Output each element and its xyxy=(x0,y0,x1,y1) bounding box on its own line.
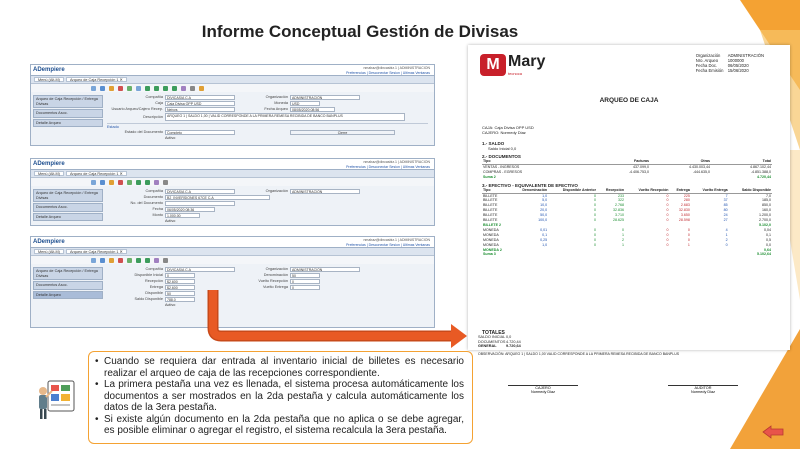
refresh-icon[interactable] xyxy=(127,86,132,91)
table-cell: 0 xyxy=(725,242,728,247)
field-label: Vuelto Recepción xyxy=(258,279,288,283)
table-cell: -444.635,0 xyxy=(692,169,710,174)
table-cell: 0 xyxy=(666,193,669,198)
meta-value: 06/05/2020 xyxy=(727,63,749,68)
field-label: Compañía xyxy=(145,189,163,193)
field-label: Disponible Inicial xyxy=(134,273,163,277)
table-cell xyxy=(625,252,669,257)
field-label: Organización xyxy=(265,267,288,271)
total-key: SALDO INICIAL xyxy=(478,335,506,339)
table-cell: 850,0 xyxy=(762,203,771,208)
table-cell: 233 xyxy=(618,193,625,198)
field-label: Monto xyxy=(152,213,163,217)
table-sum-row xyxy=(482,252,772,257)
org-field[interactable]: ADMINISTRACIÓN xyxy=(290,95,360,100)
report-observation: OBSERVACIÓN: ARQUEO 1 | SALDO 1,00 VALID CORRESPONDE A LA PRIMERA REMESA RECIBIDA DE BANCO BANPLUS xyxy=(478,351,680,356)
next-icon[interactable] xyxy=(145,258,150,263)
table-cell: Vuelto Entrega xyxy=(691,188,729,193)
table-cell: 0 xyxy=(594,242,596,247)
table-cell: 1,0 xyxy=(542,193,548,198)
refresh-icon[interactable] xyxy=(127,258,132,263)
table-cell: 27 xyxy=(723,218,728,223)
field-label: Usuario Arqueo/Cajero Recep. xyxy=(111,107,163,111)
table-cell: 0 xyxy=(594,208,596,213)
field-label: Caja xyxy=(155,101,163,105)
table-cell: Disponible Anterior xyxy=(548,188,597,193)
side-tab-arqueo[interactable]: Arqueo de Caja Recepción / Entrega Divisas xyxy=(33,267,103,280)
table-cell xyxy=(670,252,691,257)
table-cell: Tipo xyxy=(482,188,511,193)
meta-value: 15/06/2020 xyxy=(727,68,749,73)
flow-arrow-icon xyxy=(205,290,470,350)
table-cell: 0 xyxy=(666,213,669,218)
doc-number-field[interactable] xyxy=(165,201,235,206)
last-icon[interactable] xyxy=(172,86,177,91)
report-caja: CAJA: Caja Divisa OPP USD xyxy=(482,125,534,130)
currency-field[interactable]: USD xyxy=(290,101,320,106)
table-cell: -4.406.753,0 xyxy=(628,169,650,174)
total-value: 0,0 xyxy=(506,335,512,339)
table-cell: 32.830 xyxy=(678,208,690,213)
note-item: • Cuando se requiera dar entrada al inventario inicial de billetes es necesario realizar el arqueo de caja de las recepciones correspondiente. xyxy=(95,356,464,379)
field-label: Compañía xyxy=(145,95,163,99)
copy-icon[interactable] xyxy=(109,258,114,263)
adempiere-logo: ADempiere xyxy=(33,161,65,167)
company-field[interactable]: DIVICASIA C.A xyxy=(165,267,235,272)
tab-arqueo-window[interactable]: Arqueo de Caja Recepción 1 ✕ xyxy=(66,171,127,176)
field-label: Fecha xyxy=(152,207,163,211)
field-label: Descripción xyxy=(143,114,163,119)
table-cell xyxy=(597,252,625,257)
window-toolbar xyxy=(31,178,434,186)
mary-logo: M Mary tecnoca xyxy=(480,53,545,76)
user-info: nmahaz@dincasbiz.1 | ADMINISTRACION xyxy=(363,238,430,242)
user-info: nmahaz@dincasbiz.1 | ADMINISTRACION xyxy=(363,160,430,164)
table-cell: 0 xyxy=(666,218,669,223)
delete-icon[interactable] xyxy=(118,86,123,91)
table-cell: 100,0 xyxy=(538,218,548,223)
table-cell: 7,0 xyxy=(766,193,771,198)
table-cell: 0 xyxy=(594,218,596,223)
table-cell: 0 xyxy=(666,208,669,213)
table-cell: 0,1 xyxy=(542,232,548,237)
reception-change-field[interactable]: 0 xyxy=(290,279,320,284)
date-field[interactable]: 06/05/2020 08:36 xyxy=(165,207,215,212)
sig-role: AUDITOR xyxy=(694,386,712,390)
table-cell: 1 xyxy=(725,232,728,237)
table-cell: MONEDA xyxy=(483,227,499,232)
field-label: Organización xyxy=(265,189,288,193)
new-record-icon[interactable] xyxy=(91,180,96,185)
next-icon[interactable] xyxy=(145,180,150,185)
screenshot-arqueo-tab2 xyxy=(30,158,435,226)
table-cell: Entrega xyxy=(670,188,691,193)
table-cell: 225 xyxy=(683,193,690,198)
tab-arqueo-window[interactable]: Arqueo de Caja Recepción 1 ✕ xyxy=(66,249,127,254)
tab-menu[interactable]: Menú (Alt-M) xyxy=(34,77,64,82)
field-label: Documento xyxy=(143,195,163,199)
table-cell: 10,0 xyxy=(540,203,548,208)
section-documentos: 2.- DOCUMENTOS xyxy=(482,154,521,159)
adempiere-logo: ADempiere xyxy=(33,239,65,245)
header-links[interactable]: Preferencias | Desconectar Sesion | Ultimas Ventanas xyxy=(346,243,430,247)
table-cell: 5,0 xyxy=(542,198,548,203)
table-cell: 0 xyxy=(666,242,669,247)
table-cell: 0 xyxy=(594,198,596,203)
active-checkbox[interactable]: Activo xyxy=(165,219,176,223)
table-cell: Suma 3 xyxy=(483,252,496,257)
active-checkbox[interactable]: Activo xyxy=(165,136,176,140)
reception-field[interactable]: $2.600 xyxy=(165,279,195,284)
report-icon[interactable] xyxy=(154,258,159,263)
table-cell: MONEDA xyxy=(483,237,499,242)
process-icon[interactable] xyxy=(199,86,204,91)
amount-field[interactable]: 1.000,00 xyxy=(165,213,200,218)
copy-icon[interactable] xyxy=(109,86,114,91)
table-cell: 2.683 xyxy=(680,203,690,208)
table-cell: 0 xyxy=(666,237,669,242)
section-efectivo: 3.- EFECTIVO - EQUIVALENTE DE EFECTIVO xyxy=(482,182,578,188)
field-label: Vuelto Entrega xyxy=(263,285,288,289)
table-cell xyxy=(548,252,597,257)
screenshot-arqueo-tab1 xyxy=(30,64,435,146)
cashier-field[interactable]: Neivys xyxy=(165,107,235,112)
save-icon[interactable] xyxy=(100,258,105,263)
field-label: Denominación xyxy=(263,273,288,277)
table-cell: 1 xyxy=(687,242,690,247)
company-field[interactable]: DIVICASIA C.A xyxy=(165,189,235,194)
report-icon[interactable] xyxy=(181,86,186,91)
sig-name: Normedy Diaz xyxy=(690,390,716,394)
table-cell: Otras xyxy=(650,159,711,164)
slide-title: Informe Conceptual Gestión de Divisas xyxy=(201,22,519,41)
table-cell: VENTAS - INGRESOS xyxy=(483,164,520,169)
table-cell: 85 xyxy=(723,203,728,208)
table-cell: 0 xyxy=(594,203,596,208)
note-item: • Si existe algún documento en la 2da pestaña que no aplica o se debe agregar, es posible eliminar o agregar el registro, el sistema recalcula la 3era pestaña. xyxy=(95,414,464,437)
new-record-icon[interactable] xyxy=(91,258,96,263)
table-cell xyxy=(591,175,650,180)
table-cell: MONEDA xyxy=(483,232,499,237)
table-cell: 5.102,64 xyxy=(757,252,771,257)
field-label: Estado del Documento xyxy=(124,130,163,134)
saldo-inicial: Saldo Inicial 0,0 xyxy=(488,146,517,151)
balance-field[interactable]: 788,0 xyxy=(165,297,195,302)
copy-icon[interactable] xyxy=(109,180,114,185)
table-cell: 322 xyxy=(618,198,625,203)
status-group-title[interactable]: Estado xyxy=(107,124,119,129)
table-cell: 0 xyxy=(594,213,596,218)
section-saldo: 1.- SALDO xyxy=(482,141,505,146)
table-cell: -4.851.388,0 xyxy=(750,169,771,174)
notes-box xyxy=(88,351,473,444)
table-cell: 2 xyxy=(725,237,728,242)
delivery-field[interactable]: $2.600 xyxy=(165,285,195,290)
table-cell: 185,0 xyxy=(762,198,771,203)
meta-value: ADMINISTRACIÓN xyxy=(727,53,764,58)
table-cell: 160,0 xyxy=(762,208,771,213)
table-cell: 3.710 xyxy=(615,213,625,218)
table-cell: 24 xyxy=(723,213,728,218)
report-icon[interactable] xyxy=(154,180,159,185)
signature-cashier xyxy=(508,385,578,394)
doc-status-field[interactable]: Completo xyxy=(165,130,235,135)
note-item: • La primera pestaña una vez es llenada, el sistema procesa automáticamente los documentos a ser mostrados en la 2da pestaña y calcula automáticamente los datos de la 3era pestaña. xyxy=(95,379,464,414)
table-cell: 0 xyxy=(622,227,625,232)
first-icon[interactable] xyxy=(145,86,150,91)
delete-icon[interactable] xyxy=(118,258,123,263)
denomination-field[interactable]: 50 xyxy=(290,273,320,278)
org-field[interactable]: ADMINISTRACIÓN xyxy=(290,267,360,272)
total-key: GENERAL xyxy=(478,344,497,348)
brand-name: Mary xyxy=(508,53,546,70)
side-tab-documentos[interactable]: Documentos Asoc. xyxy=(33,203,103,212)
table-cell: BILLETE xyxy=(483,213,498,218)
table-cell: 280 xyxy=(683,198,690,203)
table-cell: 0,01 xyxy=(540,227,548,232)
field-label: Compañía xyxy=(145,267,163,271)
table-cell: 0 xyxy=(687,227,690,232)
field-label: Entrega xyxy=(149,285,163,289)
table-cell: 80 xyxy=(723,208,728,213)
table-cell: 0 xyxy=(666,203,669,208)
meta-key: Fecha Doc. xyxy=(695,63,718,68)
total-value: 9.720,64 xyxy=(506,344,521,348)
table-cell: BILLETE 2 xyxy=(483,222,501,227)
table-cell: Recepción xyxy=(597,188,625,193)
prev-icon[interactable] xyxy=(136,180,141,185)
table-cell: 50,0 xyxy=(540,213,548,218)
cash-field[interactable]: Caja Divisa OPP USD xyxy=(165,101,235,106)
table-cell: MONEDA 2 xyxy=(483,247,502,252)
field-label: Moneda xyxy=(274,101,288,105)
table-cell: 0,1 xyxy=(766,232,771,237)
print-icon[interactable] xyxy=(163,180,168,185)
side-tab-detalle[interactable]: Detalle Arqueo xyxy=(33,213,103,222)
table-cell: 1.200,0 xyxy=(759,213,771,218)
side-tab-documentos[interactable]: Documentos Asoc. xyxy=(33,109,103,118)
table-cell: 0 xyxy=(666,232,669,237)
table-cell: Total xyxy=(711,159,772,164)
documents-table xyxy=(482,159,772,180)
table-cell: 4 xyxy=(725,227,728,232)
print-icon[interactable] xyxy=(163,258,168,263)
total-value: 4.720,44 xyxy=(506,339,521,344)
save-icon[interactable] xyxy=(100,86,105,91)
table-cell: 1,0 xyxy=(542,242,548,247)
total-key: DOCUMENTOS xyxy=(478,339,506,344)
table-cell: 2 xyxy=(622,237,625,242)
org-field[interactable]: ADMINISTRACIÓN xyxy=(290,189,360,194)
table-cell: 0 xyxy=(687,232,690,237)
table-cell: 4.720,44 xyxy=(757,174,771,179)
field-label: Organización xyxy=(265,95,288,99)
field-label: Recepción xyxy=(145,279,163,283)
company-field[interactable]: DIVICASIA C.A xyxy=(165,95,235,100)
table-cell: 2.768 xyxy=(615,203,625,208)
signature-auditor xyxy=(668,385,738,394)
table-cell: 7 xyxy=(725,193,728,198)
table-cell: 0 xyxy=(666,227,669,232)
tab-menu[interactable]: Menú (Alt-M) xyxy=(34,171,64,176)
table-cell: 0 xyxy=(594,227,596,232)
new-record-icon[interactable] xyxy=(91,86,96,91)
tab-menu[interactable]: Menú (Alt-M) xyxy=(34,249,64,254)
cash-table xyxy=(482,188,772,258)
prev-icon[interactable] xyxy=(136,258,141,263)
table-cell: 0,5 xyxy=(766,237,771,242)
sig-name: Normedy Diaz xyxy=(530,390,556,394)
table-cell: 28.625 xyxy=(613,218,625,223)
next-icon[interactable] xyxy=(163,86,168,91)
arqueo-report xyxy=(468,45,790,350)
active-checkbox[interactable]: Activo xyxy=(165,303,176,307)
user-info: nmahaz@dincasbiz.1 | ADMINISTRACION xyxy=(363,66,430,70)
table-cell: Suma 2 xyxy=(483,174,496,179)
table-cell: BILLETE xyxy=(483,208,498,213)
table-cell: 0 xyxy=(594,237,596,242)
report-meta xyxy=(696,53,764,73)
table-cell: Saldo Disponible xyxy=(729,188,772,193)
field-label: No. del Documento xyxy=(130,201,163,205)
field-label: Saldo Disponible xyxy=(134,297,163,301)
table-cell: 437.099,0 xyxy=(633,164,650,169)
meta-key: Fecha Emisión xyxy=(695,68,724,73)
table-cell: BILLETE xyxy=(483,203,498,208)
table-cell: 0 xyxy=(666,198,669,203)
print-icon[interactable] xyxy=(190,86,195,91)
totals-block xyxy=(478,335,679,356)
date-field[interactable]: 08/05/2020 08:56 xyxy=(290,107,335,112)
table-cell xyxy=(650,175,711,180)
close-action-button[interactable]: Cierre xyxy=(290,130,395,135)
sig-role: CAJERO xyxy=(535,386,551,390)
adempiere-logo: ADempiere xyxy=(33,67,65,73)
table-cell: 0 xyxy=(687,237,690,242)
document-field[interactable]: B2_INVERSIONES 67CE C.A xyxy=(165,195,270,200)
table-sum-row xyxy=(482,175,772,180)
table-cell xyxy=(691,252,729,257)
available-field[interactable]: 50 xyxy=(165,291,195,296)
meta-key: Nro. Arqueo xyxy=(695,58,719,63)
table-cell: COMPRAS - EGRESOS xyxy=(483,169,523,174)
delivery-change-field[interactable]: 0 xyxy=(290,285,320,290)
table-cell: 4.430.003,44 xyxy=(689,164,710,169)
person-with-board-icon xyxy=(34,377,78,423)
side-tab-detalle[interactable]: Detalle Arqueo xyxy=(33,119,103,128)
header-links[interactable]: Preferencias | Desconectar Sesion | Ultimas Ventanas xyxy=(346,165,430,169)
tab-arqueo-window[interactable]: Arqueo de Caja Recepción 1 ✕ xyxy=(66,77,127,82)
table-cell: 0,64 xyxy=(764,247,771,252)
table-cell: 37 xyxy=(723,198,728,203)
prev-icon[interactable] xyxy=(154,86,159,91)
totals-title: TOTALES xyxy=(482,330,505,336)
table-cell: 0,0 xyxy=(766,242,771,247)
back-arrow-icon[interactable] xyxy=(762,425,784,439)
meta-key: Organización xyxy=(695,53,721,58)
header-links[interactable]: Preferencias | Desconectar Sesion | Ultimas Ventanas xyxy=(346,71,430,75)
meta-value: 1000000 xyxy=(727,58,745,63)
field-label: Fecha Arqueo xyxy=(264,107,288,111)
initial-available-field[interactable]: 0 xyxy=(165,273,195,278)
table-cell: MONEDA xyxy=(483,242,499,247)
report-cajero: CAJERO: Normedy Diaz xyxy=(482,130,526,135)
table-cell: 32.836 xyxy=(613,208,625,213)
side-tab-arqueo[interactable]: Arqueo de Caja Recepción / Entrega Divisas xyxy=(33,189,103,202)
save-icon[interactable] xyxy=(100,180,105,185)
table-cell: Facturas xyxy=(591,159,650,164)
window-toolbar xyxy=(31,256,434,264)
table-cell: 0 xyxy=(594,193,596,198)
table-cell: BILLETE xyxy=(483,198,498,203)
table-cell: 3.650 xyxy=(680,213,690,218)
field-label: Disponible xyxy=(145,291,163,295)
delete-icon[interactable] xyxy=(118,180,123,185)
table-cell: 1 xyxy=(622,242,625,247)
table-cell: 2.700,0 xyxy=(759,218,771,223)
table-cell xyxy=(511,252,548,257)
find-icon[interactable] xyxy=(136,86,141,91)
table-cell: 4.867.102,44 xyxy=(750,164,771,169)
table-cell: Denominación xyxy=(511,188,548,193)
side-tab-documentos[interactable]: Documentos Asoc. xyxy=(33,281,103,290)
table-cell: 0,25 xyxy=(540,237,548,242)
brand-sub: tecnoca xyxy=(508,71,523,76)
table-cell: Vuelto Recepción xyxy=(625,188,669,193)
side-tab-arqueo[interactable]: Arqueo de Caja Recepción / Entrega Divisas xyxy=(33,95,103,108)
description-field[interactable]: ARQUEO 1 | SALDO 1,00 | VALID CORRESPONDE A LA PRIMERA REMESA RECIBIDA DE BANCO BANPLUS xyxy=(165,113,405,121)
refresh-icon[interactable] xyxy=(127,180,132,185)
table-cell: Tipo xyxy=(482,159,591,164)
table-cell: 1 xyxy=(622,232,625,237)
table-cell: 28.598 xyxy=(678,218,690,223)
table-cell: 5.102,0 xyxy=(759,222,771,227)
table-cell: BILLETE xyxy=(483,193,498,198)
table-cell: BILLETE xyxy=(483,218,498,223)
window-toolbar xyxy=(31,84,434,92)
table-cell: 0 xyxy=(594,232,596,237)
side-tab-detalle[interactable]: Detalle Arqueo xyxy=(33,291,103,300)
table-cell: 0,04 xyxy=(764,227,771,232)
table-cell: 20,0 xyxy=(540,208,548,213)
report-title: ARQUEO DE CAJA xyxy=(599,97,659,104)
